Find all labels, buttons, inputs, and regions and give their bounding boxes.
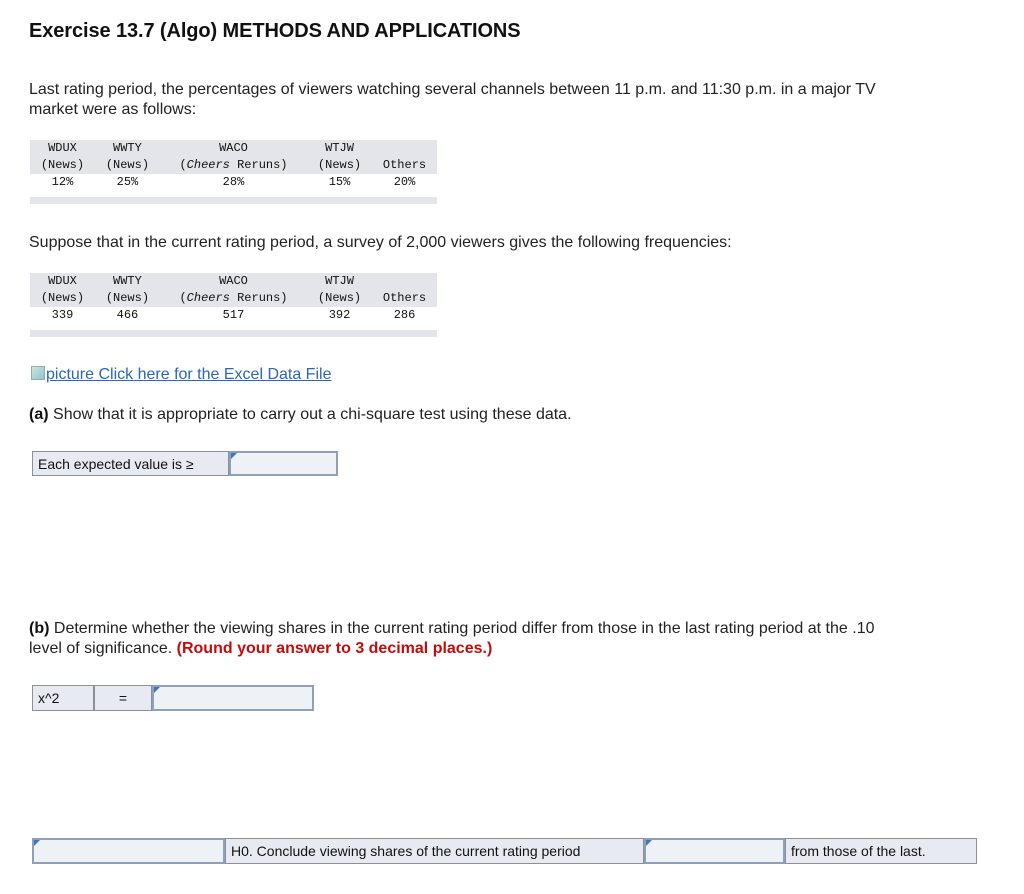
table-header-cell [372,140,437,157]
table-header-cell: Others [372,157,437,174]
chi-square-input[interactable] [152,685,314,711]
table-header-cell: WACO [160,273,307,290]
table-cell: 392 [328,308,351,322]
table-row [30,174,437,191]
intro-line-2: market were as follows: [29,101,197,118]
table-cell: 25% [116,175,139,189]
table-header-cell: WACO [160,140,307,157]
table-header-cell: (News) [95,157,160,174]
broken-image-icon [31,366,45,380]
page-title: Exercise 13.7 (Algo) METHODS AND APPLICATIONS [29,20,521,42]
image-alt-text: picture [46,366,95,383]
table-cell: 15% [328,175,351,189]
excel-data-file-link[interactable] [31,366,331,384]
table-cell: 466 [116,308,139,322]
part-b-text-line-2: level of significance. [29,640,173,657]
table-header-cell: (News) [307,157,372,174]
hypothesis-decision-dropdown[interactable] [32,838,225,864]
expected-value-input[interactable] [229,451,338,476]
last-period-table [30,140,437,191]
intro-line-1: Last rating period, the percentages of viewers watching several channels between 11 p.m. and 11:30 p.m. in a major TV [29,81,876,98]
current-period-table [30,273,437,324]
equals-sign: = [94,685,152,711]
table-header-cell: WDUX [30,140,95,157]
table-header-cell: (News) [307,290,372,307]
table-header-row [30,140,437,157]
part-b-label: (b) [29,620,50,637]
intro-paragraph [29,80,876,120]
table-header-cell: (News) [30,157,95,174]
table-cell: 20% [393,175,416,189]
suppose-paragraph: Suppose that in the current rating period, a survey of 2,000 viewers gives the following frequencies: [29,234,732,251]
table-header-row [30,157,437,174]
part-b-question [29,619,874,659]
table-header-cell: WTJW [307,273,372,290]
table-header-row [30,273,437,290]
part-a-question [29,405,572,425]
conclusion-text: H0. Conclude viewing shares of the current rating period [225,838,644,864]
table-cell: 12% [51,175,74,189]
table-cell: 517 [222,308,245,322]
table-header-cell: (Cheers Reruns) [160,290,307,307]
answer-flag-icon [646,840,652,846]
part-b-text-line-1: Determine whether the viewing shares in the current rating period differ from those in the last rating period at the .10 [53,620,875,637]
table-divider [30,197,437,204]
table-header-cell [372,273,437,290]
rounding-instruction: (Round your answer to 3 decimal places.) [176,640,493,657]
table-header-cell: (News) [30,290,95,307]
table-row [30,307,437,324]
table-header-cell: (News) [95,290,160,307]
excel-link-text: Click here for the Excel Data File [98,366,332,383]
part-a-text: Show that it is appropriate to carry out a chi-square test using these data. [53,406,572,423]
show-name-italic: Cheers [186,291,230,305]
table-divider [30,330,437,337]
conclusion-end-text: from those of the last. [785,838,977,864]
chi-square-label: x^2 [32,685,94,711]
table-header-cell: WDUX [30,273,95,290]
table-header-cell: WWTY [95,273,160,290]
table-cell: 28% [222,175,245,189]
table-header-cell: WTJW [307,140,372,157]
table-header-cell: WWTY [95,140,160,157]
answer-flag-icon [34,840,40,846]
answer-flag-icon [231,453,237,459]
table-header-row [30,290,437,307]
expected-value-label: Each expected value is ≥ [32,451,229,476]
conclusion-differ-dropdown[interactable] [644,838,785,864]
part-a-label: (a) [29,406,49,423]
table-header-cell: (Cheers Reruns) [160,157,307,174]
show-name-italic: Cheers [186,158,230,172]
table-header-cell: Others [372,290,437,307]
table-cell: 286 [393,308,416,322]
answer-flag-icon [154,687,160,693]
table-cell: 339 [51,308,74,322]
